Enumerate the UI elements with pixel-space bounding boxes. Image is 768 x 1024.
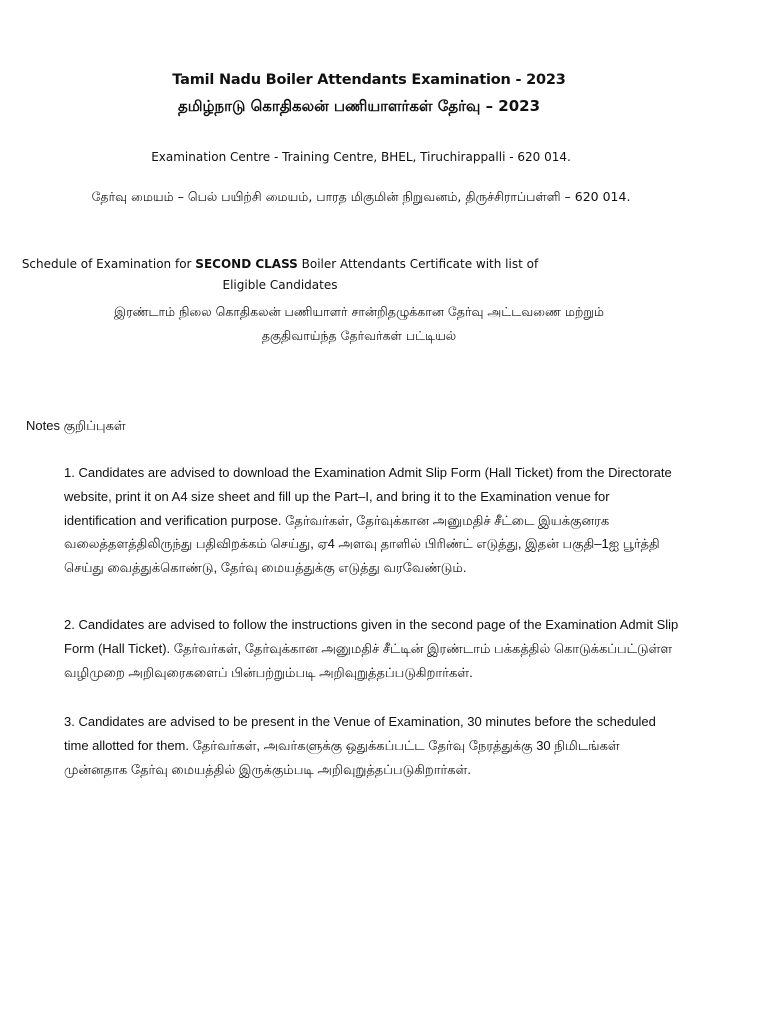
title-english: Tamil Nadu Boiler Attendants Examination - 2023 <box>172 72 566 88</box>
schedule-class-bold: SECOND CLASS <box>195 257 298 271</box>
exam-centre-tamil: தேர்வு மையம் – பெல் பயிற்சி மையம், பாரத மிகுமின் நிறுவனம், திருச்சிராப்பள்ளி – 620 014. <box>91 189 631 204</box>
schedule-line2: Eligible Candidates <box>222 278 338 292</box>
title-tamil: தமிழ்நாடு கொதிகலன் பணியாளர்கள் தேர்வு – 2023 <box>177 97 541 115</box>
schedule-heading-tamil <box>0 300 718 348</box>
schedule-heading-english <box>0 254 560 296</box>
exam-centre-english: Examination Centre - Training Centre, BHEL, Tiruchirappalli - 620 014. <box>151 150 571 164</box>
notes-heading: Notes குறிப்புகள் <box>26 418 126 433</box>
schedule-prefix: Schedule of Examination for <box>21 257 196 271</box>
schedule-suffix: Boiler Attendants Certificate with list of <box>297 257 539 271</box>
schedule-tamil-line2: தகுதிவாய்ந்த தேர்வர்கள் பட்டியல் <box>261 328 457 343</box>
note-item-3: 3. Candidates are advised to be present in the Venue of Examination, 30 minutes before the scheduled time allotted for them. தேர்வர்கள், அவர்களுக்கு ஒதுக்கப்பட்ட தேர்வு நேரத்துக்கு 30 நிமிடங்கள் முன்னதாக தேர்வு மையத்தில் இருக்கும்படி அறிவுறுத்தப்படுகிறார்கள். <box>64 714 656 777</box>
note-item-1: 1. Candidates are advised to download the Examination Admit Slip Form (Hall Ticket) from the Directorate website, print it on A4 size sheet and fill up the Part–I, and bring it to the Examination venue for identification and verification purpose. தேர்வர்கள், தேர்வுக்கான அனுமதிச் சீட்டை இயக்குனரக வலைத்தளத்திலிருந்து பதிவிறக்கம் செய்து, ஏ4 அளவு தாளில் பிரிண்ட் எடுத்து, இதன் பகுதி–1ஐ பூர்த்தி செய்து வைத்துக்கொண்டு, தேர்வு மையத்துக்கு எடுத்து வரவேண்டும். <box>64 465 672 576</box>
schedule-tamil-line1: இரண்டாம் நிலை கொதிகலன் பணியாளர் சான்றிதழுக்கான தேர்வு அட்டவணை மற்றும் <box>114 304 604 319</box>
note-item-2: 2. Candidates are advised to follow the instructions given in the second page of the Examination Admit Slip Form (Hall Ticket). தேர்வர்கள், தேர்வுக்கான அனுமதிச் சீட்டின் இரண்டாம் பக்கத்தில் கொடுக்கப்பட்டுள்ள வழிமுறை அறிவுரைகளைப் பின்பற்றும்படி அறிவுறுத்தப்படுகிறார்கள். <box>64 617 679 680</box>
